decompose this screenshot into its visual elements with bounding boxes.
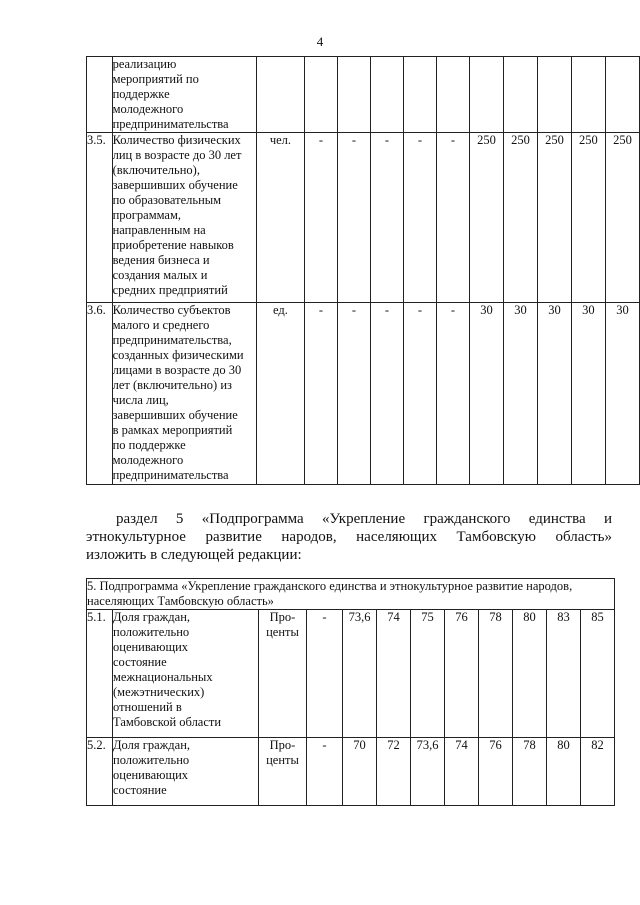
- indicator-value: -: [436, 133, 469, 303]
- cell-line: лет (включительно) из: [112, 378, 232, 392]
- indicator-name: [113, 610, 259, 738]
- paragraph-line-2: этнокультурное развитие народов, населяющих Тамбовскую область»: [86, 529, 612, 545]
- subprogram-header: 5. Подпрограмма «Укрепление гражданского единства и этнокультурное развитие народов, населяющих Тамбовскую область»: [87, 579, 615, 610]
- indicators-table-subprogram-5: [86, 578, 615, 806]
- cell-line: поддержке: [112, 87, 170, 101]
- cell-line: состояние: [113, 783, 167, 797]
- indicator-value: 72: [377, 738, 411, 806]
- amendment-paragraph: [86, 510, 612, 564]
- page-number: 4: [316, 34, 324, 49]
- indicator-value: [469, 57, 503, 133]
- indicator-value: 250: [605, 133, 639, 303]
- indicator-value: -: [403, 303, 436, 485]
- cell-line: состояние: [113, 655, 167, 669]
- cell-line: малого и среднего: [112, 318, 210, 332]
- cell-line: в рамках мероприятий: [112, 423, 233, 437]
- unit-of-measure: [259, 738, 307, 806]
- cell-line: Доля граждан,: [113, 738, 191, 752]
- indicator-name: [112, 133, 256, 303]
- cell-line: Доля граждан,: [113, 610, 191, 624]
- cell-line: завершивших обучение: [112, 178, 238, 192]
- indicators-table-subprogram-3: [86, 56, 640, 485]
- row-number: 5.2.: [87, 738, 113, 806]
- cell-line: числа лиц,: [112, 393, 169, 407]
- indicator-value: 30: [537, 303, 571, 485]
- indicator-value: 70: [343, 738, 377, 806]
- indicator-value: 80: [547, 738, 581, 806]
- cell-line: (включительно),: [112, 163, 200, 177]
- row-number: 5.1.: [87, 610, 113, 738]
- cell-line: Про-: [269, 738, 296, 752]
- table-row: [87, 738, 615, 806]
- cell-line: приобретение навыков: [112, 238, 234, 252]
- cell-line: молодежного: [112, 102, 184, 116]
- indicator-value: 250: [503, 133, 537, 303]
- cell-line: средних предприятий: [112, 283, 228, 297]
- indicator-value: 78: [513, 738, 547, 806]
- indicator-value: 30: [503, 303, 537, 485]
- indicator-value: -: [304, 133, 337, 303]
- indicator-value: [337, 57, 370, 133]
- indicator-value: 30: [571, 303, 605, 485]
- indicator-value: 83: [547, 610, 581, 738]
- cell-line: центы: [266, 753, 299, 767]
- cell-line: (межэтнических): [113, 685, 205, 699]
- indicator-value: 76: [445, 610, 479, 738]
- cell-line: Про-: [269, 610, 296, 624]
- cell-line: оценивающих: [113, 768, 189, 782]
- cell-line: Количество субъектов: [112, 303, 231, 317]
- cell-line: межнациональных: [113, 670, 213, 684]
- indicator-value: -: [307, 738, 343, 806]
- indicator-value: -: [403, 133, 436, 303]
- indicator-value: 75: [411, 610, 445, 738]
- indicator-value: 85: [581, 610, 615, 738]
- unit-of-measure: чел.: [256, 133, 304, 303]
- table-row: [87, 57, 640, 133]
- subprogram-header-row: [87, 579, 615, 610]
- indicator-value: 250: [537, 133, 571, 303]
- indicator-value: [571, 57, 605, 133]
- indicator-name: [112, 57, 256, 133]
- indicator-value: [503, 57, 537, 133]
- cell-line: центы: [266, 625, 299, 639]
- indicator-value: 73,6: [411, 738, 445, 806]
- indicator-value: 74: [377, 610, 411, 738]
- cell-line: оценивающих: [113, 640, 189, 654]
- unit-of-measure: ед.: [256, 303, 304, 485]
- indicator-value: 73,6: [343, 610, 377, 738]
- cell-line: по поддержке: [112, 438, 186, 452]
- indicator-value: 76: [479, 738, 513, 806]
- indicator-value: -: [304, 303, 337, 485]
- cell-line: мероприятий по: [112, 72, 199, 86]
- indicator-value: 82: [581, 738, 615, 806]
- cell-line: созданных физическими: [112, 348, 244, 362]
- table-row: [87, 133, 640, 303]
- indicator-value: 80: [513, 610, 547, 738]
- cell-line: положительно: [113, 625, 190, 639]
- cell-line: предпринимательства: [112, 117, 229, 131]
- indicator-value: -: [337, 133, 370, 303]
- row-number: 3.6.: [87, 303, 113, 485]
- indicator-value: -: [370, 133, 403, 303]
- paragraph-line-3: изложить в следующей редакции:: [86, 547, 302, 563]
- row-number: 3.5.: [87, 133, 113, 303]
- indicator-value: 74: [445, 738, 479, 806]
- indicator-value: [403, 57, 436, 133]
- indicator-value: [605, 57, 639, 133]
- indicator-value: [370, 57, 403, 133]
- row-number: [87, 57, 113, 133]
- cell-line: молодежного: [112, 453, 184, 467]
- table-row: [87, 610, 615, 738]
- cell-line: направленным на: [112, 223, 206, 237]
- indicator-value: -: [436, 303, 469, 485]
- indicator-value: -: [370, 303, 403, 485]
- indicator-value: [537, 57, 571, 133]
- indicator-value: -: [337, 303, 370, 485]
- indicator-value: 250: [469, 133, 503, 303]
- cell-line: Тамбовской области: [113, 715, 222, 729]
- indicator-value: [304, 57, 337, 133]
- indicator-value: -: [307, 610, 343, 738]
- indicator-value: 250: [571, 133, 605, 303]
- cell-line: предпринимательства,: [112, 333, 232, 347]
- cell-line: реализацию: [112, 57, 177, 71]
- cell-line: Количество физических: [112, 133, 241, 147]
- unit-of-measure: [259, 610, 307, 738]
- cell-line: ведения бизнеса и: [112, 253, 210, 267]
- cell-line: программам,: [112, 208, 182, 222]
- indicator-name: [112, 303, 256, 485]
- cell-line: завершивших обучение: [112, 408, 238, 422]
- indicator-value: 78: [479, 610, 513, 738]
- cell-line: по образовательным: [112, 193, 222, 207]
- indicator-value: [436, 57, 469, 133]
- indicator-name: [113, 738, 259, 806]
- unit-of-measure: [256, 57, 304, 133]
- indicator-value: 30: [605, 303, 639, 485]
- cell-line: предпринимательства: [112, 468, 229, 482]
- cell-line: лицами в возрасте до 30: [112, 363, 242, 377]
- cell-line: лиц в возрасте до 30 лет: [112, 148, 242, 162]
- cell-line: отношений в: [113, 700, 182, 714]
- paragraph-line-1: раздел 5 «Подпрограмма «Укрепление гражданского единства и: [116, 511, 612, 527]
- cell-line: создания малых и: [112, 268, 208, 282]
- indicator-value: 30: [469, 303, 503, 485]
- table-row: [87, 303, 640, 485]
- cell-line: положительно: [113, 753, 190, 767]
